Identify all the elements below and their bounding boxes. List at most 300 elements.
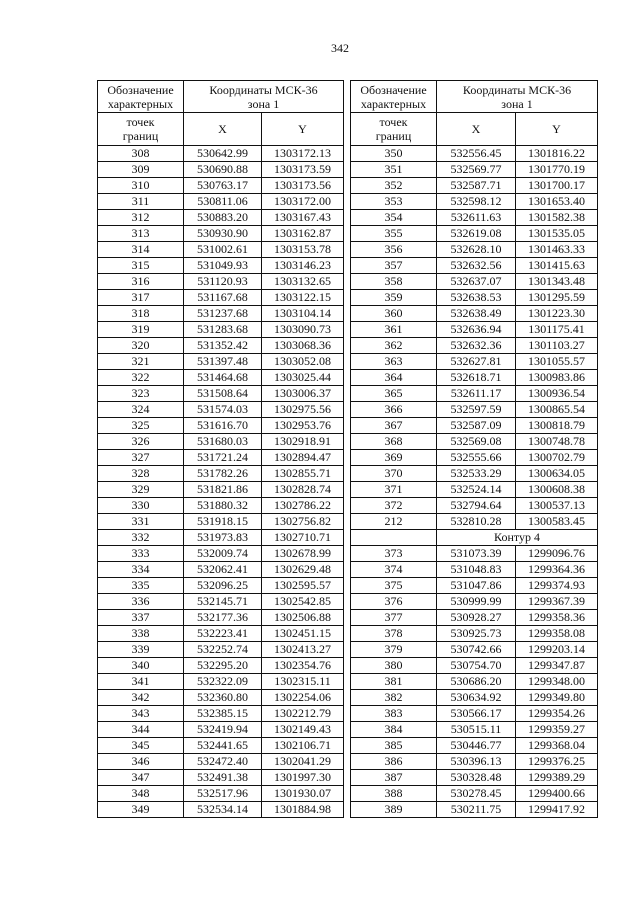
- x-coordinate-cell: 530634.92: [437, 690, 516, 706]
- y-coordinate-cell: 1302254.06: [262, 690, 344, 706]
- table-row: [351, 658, 598, 674]
- table-row: [351, 578, 598, 594]
- table-row: [98, 498, 344, 514]
- x-coordinate-cell: 530686.20: [437, 674, 516, 690]
- header-designation-line3: точек: [379, 115, 408, 129]
- x-coordinate-cell: 531049.93: [184, 258, 262, 274]
- y-coordinate-cell: 1303006.37: [262, 386, 344, 402]
- y-coordinate-cell: 1303146.23: [262, 258, 344, 274]
- x-coordinate-cell: 531120.93: [184, 274, 262, 290]
- table-row: [351, 338, 598, 354]
- table-row: [351, 434, 598, 450]
- point-number-cell: 386: [351, 754, 437, 770]
- x-coordinate-cell: 530925.73: [437, 626, 516, 642]
- x-coordinate-cell: 532524.14: [437, 482, 516, 498]
- table-row: [351, 354, 598, 370]
- x-coordinate-cell: 531352.42: [184, 338, 262, 354]
- y-coordinate-cell: 1303162.87: [262, 226, 344, 242]
- x-coordinate-cell: 531047.86: [437, 578, 516, 594]
- point-number-cell: 371: [351, 482, 437, 498]
- y-coordinate-cell: 1301582.38: [516, 210, 598, 226]
- y-coordinate-cell: 1301463.33: [516, 242, 598, 258]
- table-row: [98, 530, 344, 546]
- table-row: [98, 546, 344, 562]
- point-number-cell: 356: [351, 242, 437, 258]
- table-row: [98, 370, 344, 386]
- y-coordinate-cell: 1303052.08: [262, 354, 344, 370]
- header-designation-line2: характерных: [360, 96, 427, 111]
- x-coordinate-cell: 532145.71: [184, 594, 262, 610]
- x-coordinate-cell: 530328.48: [437, 770, 516, 786]
- y-coordinate-cell: 1300634.05: [516, 466, 598, 482]
- point-number-cell: 350: [351, 146, 437, 162]
- point-number-cell: 309: [98, 162, 184, 178]
- point-number-cell: 328: [98, 466, 184, 482]
- header-designation: [351, 81, 437, 113]
- y-coordinate-cell: 1303173.56: [262, 178, 344, 194]
- x-coordinate-cell: 531616.70: [184, 418, 262, 434]
- y-coordinate-cell: 1301103.27: [516, 338, 598, 354]
- point-number-cell: 357: [351, 258, 437, 274]
- table-row: [351, 306, 598, 322]
- point-number-cell: 340: [98, 658, 184, 674]
- table-row: [98, 610, 344, 626]
- table-row: [351, 418, 598, 434]
- y-coordinate-cell: 1302041.29: [262, 754, 344, 770]
- y-coordinate-cell: 1301653.40: [516, 194, 598, 210]
- y-coordinate-cell: 1302451.15: [262, 626, 344, 642]
- table-row: [351, 594, 598, 610]
- x-coordinate-cell: 531397.48: [184, 354, 262, 370]
- table-row: [351, 370, 598, 386]
- header-designation-line4: границ: [375, 129, 412, 143]
- point-number-cell: 368: [351, 434, 437, 450]
- table-row: [98, 162, 344, 178]
- table-row: [98, 338, 344, 354]
- point-number-cell: 385: [351, 738, 437, 754]
- table-row: [351, 786, 598, 802]
- header-coords-line1: Координаты МСК-36: [209, 82, 318, 97]
- header-designation-cont: [98, 113, 184, 146]
- y-coordinate-cell: 1299358.36: [516, 610, 598, 626]
- table-row: [351, 562, 598, 578]
- header-coords: [184, 81, 344, 113]
- point-number-cell: 336: [98, 594, 184, 610]
- y-coordinate-cell: 1302756.82: [262, 514, 344, 530]
- table-row: [98, 258, 344, 274]
- table-row: [351, 514, 598, 530]
- y-coordinate-cell: 1303104.14: [262, 306, 344, 322]
- point-number-cell: 318: [98, 306, 184, 322]
- table-row: [98, 482, 344, 498]
- table-row: [98, 306, 344, 322]
- x-coordinate-cell: 531574.03: [184, 402, 262, 418]
- x-coordinate-cell: 530396.13: [437, 754, 516, 770]
- point-number-cell: 314: [98, 242, 184, 258]
- point-number-cell: 333: [98, 546, 184, 562]
- x-coordinate-cell: 532569.08: [437, 434, 516, 450]
- y-coordinate-cell: 1303172.00: [262, 194, 344, 210]
- table-row: [98, 418, 344, 434]
- x-coordinate-cell: 531048.83: [437, 562, 516, 578]
- table-row: [98, 770, 344, 786]
- y-coordinate-cell: 1303172.13: [262, 146, 344, 162]
- y-coordinate-cell: 1302629.48: [262, 562, 344, 578]
- y-coordinate-cell: 1302354.76: [262, 658, 344, 674]
- point-number-cell: 351: [351, 162, 437, 178]
- table-row: [351, 274, 598, 290]
- header-designation-line4: границ: [122, 129, 159, 143]
- x-coordinate-cell: 530811.06: [184, 194, 262, 210]
- point-number-cell: 362: [351, 338, 437, 354]
- x-coordinate-cell: 531002.61: [184, 242, 262, 258]
- point-number-cell: 382: [351, 690, 437, 706]
- header-designation: [98, 81, 184, 113]
- x-coordinate-cell: 532252.74: [184, 642, 262, 658]
- x-coordinate-cell: 532009.74: [184, 546, 262, 562]
- x-coordinate-cell: 532794.64: [437, 498, 516, 514]
- table-row: [351, 210, 598, 226]
- header-designation-line2: характерных: [107, 96, 174, 111]
- header-designation-cont: [351, 113, 437, 146]
- table-row: [351, 242, 598, 258]
- x-coordinate-cell: 532062.41: [184, 562, 262, 578]
- point-number-cell: 320: [98, 338, 184, 354]
- x-coordinate-cell: 530928.27: [437, 610, 516, 626]
- header-x: X: [184, 113, 262, 146]
- x-coordinate-cell: 530515.11: [437, 722, 516, 738]
- x-coordinate-cell: 532096.25: [184, 578, 262, 594]
- point-number-cell: 384: [351, 722, 437, 738]
- y-coordinate-cell: 1301415.63: [516, 258, 598, 274]
- x-coordinate-cell: 532441.65: [184, 738, 262, 754]
- point-number-cell: 335: [98, 578, 184, 594]
- y-coordinate-cell: 1301884.98: [262, 802, 344, 818]
- table-row: [98, 626, 344, 642]
- y-coordinate-cell: 1302975.56: [262, 402, 344, 418]
- point-number-cell: 361: [351, 322, 437, 338]
- point-number-cell: 322: [98, 370, 184, 386]
- y-coordinate-cell: 1301930.07: [262, 786, 344, 802]
- table-row: [98, 658, 344, 674]
- table-row: [351, 626, 598, 642]
- y-coordinate-cell: 1302595.57: [262, 578, 344, 594]
- x-coordinate-cell: 530211.75: [437, 802, 516, 818]
- point-number-cell: 378: [351, 626, 437, 642]
- y-coordinate-cell: 1302542.85: [262, 594, 344, 610]
- y-coordinate-cell: 1302855.71: [262, 466, 344, 482]
- y-coordinate-cell: 1303167.43: [262, 210, 344, 226]
- x-coordinate-cell: 532587.09: [437, 418, 516, 434]
- y-coordinate-cell: 1303173.59: [262, 162, 344, 178]
- y-coordinate-cell: 1299359.27: [516, 722, 598, 738]
- table-row: [351, 674, 598, 690]
- x-coordinate-cell: 532627.81: [437, 354, 516, 370]
- point-number-cell: 383: [351, 706, 437, 722]
- point-number-cell: 364: [351, 370, 437, 386]
- point-number-cell: 339: [98, 642, 184, 658]
- x-coordinate-cell: 532569.77: [437, 162, 516, 178]
- table-row: [98, 450, 344, 466]
- point-number-cell: 375: [351, 578, 437, 594]
- x-coordinate-cell: 532533.29: [437, 466, 516, 482]
- y-coordinate-cell: 1299347.87: [516, 658, 598, 674]
- y-coordinate-cell: 1301295.59: [516, 290, 598, 306]
- y-coordinate-cell: 1299367.39: [516, 594, 598, 610]
- x-coordinate-cell: 532636.94: [437, 322, 516, 338]
- point-number-cell: 325: [98, 418, 184, 434]
- point-number-cell: 329: [98, 482, 184, 498]
- point-number-cell: 332: [98, 530, 184, 546]
- x-coordinate-cell: 532587.71: [437, 178, 516, 194]
- y-coordinate-cell: 1303068.36: [262, 338, 344, 354]
- y-coordinate-cell: 1302828.74: [262, 482, 344, 498]
- table-row: [351, 386, 598, 402]
- y-coordinate-cell: 1302149.43: [262, 722, 344, 738]
- coordinates-table-right: [350, 80, 598, 818]
- y-coordinate-cell: 1303025.44: [262, 370, 344, 386]
- point-number-cell: 317: [98, 290, 184, 306]
- table-row: [98, 402, 344, 418]
- table-row: [98, 706, 344, 722]
- x-coordinate-cell: 532597.59: [437, 402, 516, 418]
- table-row: [98, 226, 344, 242]
- x-coordinate-cell: 531782.26: [184, 466, 262, 482]
- x-coordinate-cell: 530446.77: [437, 738, 516, 754]
- x-coordinate-cell: 532177.36: [184, 610, 262, 626]
- x-coordinate-cell: 531464.68: [184, 370, 262, 386]
- point-number-cell: 323: [98, 386, 184, 402]
- y-coordinate-cell: 1301770.19: [516, 162, 598, 178]
- table-row: [351, 146, 598, 162]
- y-coordinate-cell: 1302678.99: [262, 546, 344, 562]
- x-coordinate-cell: 532295.20: [184, 658, 262, 674]
- y-coordinate-cell: 1303090.73: [262, 322, 344, 338]
- table-row: [351, 162, 598, 178]
- point-number-cell: 319: [98, 322, 184, 338]
- point-number-cell: 344: [98, 722, 184, 738]
- table-row: [98, 466, 344, 482]
- y-coordinate-cell: 1301816.22: [516, 146, 598, 162]
- y-coordinate-cell: 1303153.78: [262, 242, 344, 258]
- point-number-cell: 342: [98, 690, 184, 706]
- y-coordinate-cell: 1302315.11: [262, 674, 344, 690]
- table-row: [98, 242, 344, 258]
- y-coordinate-cell: 1300537.13: [516, 498, 598, 514]
- x-coordinate-cell: 532637.07: [437, 274, 516, 290]
- point-number-cell: 363: [351, 354, 437, 370]
- point-number-cell: 310: [98, 178, 184, 194]
- point-number-cell: 365: [351, 386, 437, 402]
- y-coordinate-cell: 1299400.66: [516, 786, 598, 802]
- x-coordinate-cell: 532598.12: [437, 194, 516, 210]
- header-coords-line1: Координаты МСК-36: [462, 82, 572, 97]
- y-coordinate-cell: 1302212.79: [262, 706, 344, 722]
- table-row: [351, 754, 598, 770]
- y-coordinate-cell: 1302106.71: [262, 738, 344, 754]
- point-number-cell: 326: [98, 434, 184, 450]
- table-row: [98, 322, 344, 338]
- table-row: [351, 226, 598, 242]
- point-number-cell: 315: [98, 258, 184, 274]
- y-coordinate-cell: 1300702.79: [516, 450, 598, 466]
- y-coordinate-cell: 1299349.80: [516, 690, 598, 706]
- point-number-cell: 311: [98, 194, 184, 210]
- point-number-cell: 381: [351, 674, 437, 690]
- header-x: X: [437, 113, 516, 146]
- x-coordinate-cell: 532491.38: [184, 770, 262, 786]
- point-number-cell: 353: [351, 194, 437, 210]
- table-row: [351, 450, 598, 466]
- y-coordinate-cell: 1302710.71: [262, 530, 344, 546]
- x-coordinate-cell: 530883.20: [184, 210, 262, 226]
- table-row: [351, 290, 598, 306]
- y-coordinate-cell: 1300748.78: [516, 434, 598, 450]
- point-number-cell: 359: [351, 290, 437, 306]
- y-coordinate-cell: 1300818.79: [516, 418, 598, 434]
- x-coordinate-cell: 530642.99: [184, 146, 262, 162]
- header-designation-line3: точек: [126, 115, 155, 129]
- y-coordinate-cell: 1303122.15: [262, 290, 344, 306]
- point-number-cell: 358: [351, 274, 437, 290]
- y-coordinate-cell: 1301343.48: [516, 274, 598, 290]
- table-row: [98, 802, 344, 818]
- table-row: [98, 738, 344, 754]
- x-coordinate-cell: 530690.88: [184, 162, 262, 178]
- header-y: Y: [516, 113, 598, 146]
- table-row: [98, 722, 344, 738]
- table-row: [98, 786, 344, 802]
- x-coordinate-cell: 532385.15: [184, 706, 262, 722]
- point-number-cell: 366: [351, 402, 437, 418]
- point-number-cell: 321: [98, 354, 184, 370]
- x-coordinate-cell: 530930.90: [184, 226, 262, 242]
- point-number-cell: 370: [351, 466, 437, 482]
- table-row: [351, 690, 598, 706]
- table-row: [351, 402, 598, 418]
- header-designation-line1: Обозначение: [360, 82, 427, 97]
- y-coordinate-cell: 1301175.41: [516, 322, 598, 338]
- point-number-cell: 316: [98, 274, 184, 290]
- y-coordinate-cell: 1299368.04: [516, 738, 598, 754]
- y-coordinate-cell: 1303132.65: [262, 274, 344, 290]
- x-coordinate-cell: 532360.80: [184, 690, 262, 706]
- x-coordinate-cell: 531167.68: [184, 290, 262, 306]
- point-number-cell: 308: [98, 146, 184, 162]
- table-row: [98, 210, 344, 226]
- x-coordinate-cell: 532619.08: [437, 226, 516, 242]
- y-coordinate-cell: 1302894.47: [262, 450, 344, 466]
- header-designation-line1: Обозначение: [107, 82, 174, 97]
- x-coordinate-cell: 531680.03: [184, 434, 262, 450]
- table-row: [351, 738, 598, 754]
- x-coordinate-cell: 530999.99: [437, 594, 516, 610]
- point-number-cell: 374: [351, 562, 437, 578]
- x-coordinate-cell: 532632.36: [437, 338, 516, 354]
- x-coordinate-cell: 530566.17: [437, 706, 516, 722]
- table-row: [98, 194, 344, 210]
- x-coordinate-cell: 531721.24: [184, 450, 262, 466]
- x-coordinate-cell: 532472.40: [184, 754, 262, 770]
- table-row: [351, 482, 598, 498]
- table-row: [98, 642, 344, 658]
- point-number-cell: 380: [351, 658, 437, 674]
- point-number-cell: 354: [351, 210, 437, 226]
- point-number-cell: 360: [351, 306, 437, 322]
- y-coordinate-cell: 1301700.17: [516, 178, 598, 194]
- point-number-cell: 337: [98, 610, 184, 626]
- x-coordinate-cell: 532618.71: [437, 370, 516, 386]
- table-row: [98, 274, 344, 290]
- point-number-cell: 377: [351, 610, 437, 626]
- table-row: [98, 290, 344, 306]
- x-coordinate-cell: 530742.66: [437, 642, 516, 658]
- page-number: 342: [331, 41, 349, 55]
- table-row: [351, 642, 598, 658]
- table-row: [98, 514, 344, 530]
- x-coordinate-cell: 532534.14: [184, 802, 262, 818]
- table-row: [351, 770, 598, 786]
- table-row: [351, 498, 598, 514]
- header-coords-line2: зона 1: [501, 96, 533, 111]
- table-row: [98, 578, 344, 594]
- x-coordinate-cell: 531508.64: [184, 386, 262, 402]
- x-coordinate-cell: 532810.28: [437, 514, 516, 530]
- y-coordinate-cell: 1302953.76: [262, 418, 344, 434]
- y-coordinate-cell: 1300983.86: [516, 370, 598, 386]
- point-number-cell: 347: [98, 770, 184, 786]
- point-number-cell: 387: [351, 770, 437, 786]
- table-row: [98, 178, 344, 194]
- y-coordinate-cell: 1302413.27: [262, 642, 344, 658]
- y-coordinate-cell: 1300865.54: [516, 402, 598, 418]
- table-row: [98, 146, 344, 162]
- point-number-cell: 388: [351, 786, 437, 802]
- point-number-cell: 330: [98, 498, 184, 514]
- point-number-cell: 338: [98, 626, 184, 642]
- x-coordinate-cell: 532223.41: [184, 626, 262, 642]
- y-coordinate-cell: 1300608.38: [516, 482, 598, 498]
- table-row: [351, 530, 598, 546]
- y-coordinate-cell: 1301997.30: [262, 770, 344, 786]
- table-row: [98, 594, 344, 610]
- table-row: [98, 754, 344, 770]
- x-coordinate-cell: 532632.56: [437, 258, 516, 274]
- y-coordinate-cell: 1299096.76: [516, 546, 598, 562]
- y-coordinate-cell: 1302786.22: [262, 498, 344, 514]
- y-coordinate-cell: 1299358.08: [516, 626, 598, 642]
- table-row: [98, 434, 344, 450]
- table-row: [351, 258, 598, 274]
- point-number-cell: 212: [351, 514, 437, 530]
- x-coordinate-cell: 532556.45: [437, 146, 516, 162]
- contour-label: Контур 4: [437, 530, 598, 546]
- x-coordinate-cell: 530278.45: [437, 786, 516, 802]
- point-number-cell: 373: [351, 546, 437, 562]
- point-number-cell: 348: [98, 786, 184, 802]
- table-row: [351, 322, 598, 338]
- table-row: [98, 354, 344, 370]
- table-row: [351, 802, 598, 818]
- y-coordinate-cell: 1299364.36: [516, 562, 598, 578]
- point-number-cell: 341: [98, 674, 184, 690]
- point-number-cell: 334: [98, 562, 184, 578]
- table-row: [98, 690, 344, 706]
- header-coords-line2: зона 1: [247, 96, 280, 111]
- y-coordinate-cell: 1302918.91: [262, 434, 344, 450]
- point-number-cell: 372: [351, 498, 437, 514]
- x-coordinate-cell: 531237.68: [184, 306, 262, 322]
